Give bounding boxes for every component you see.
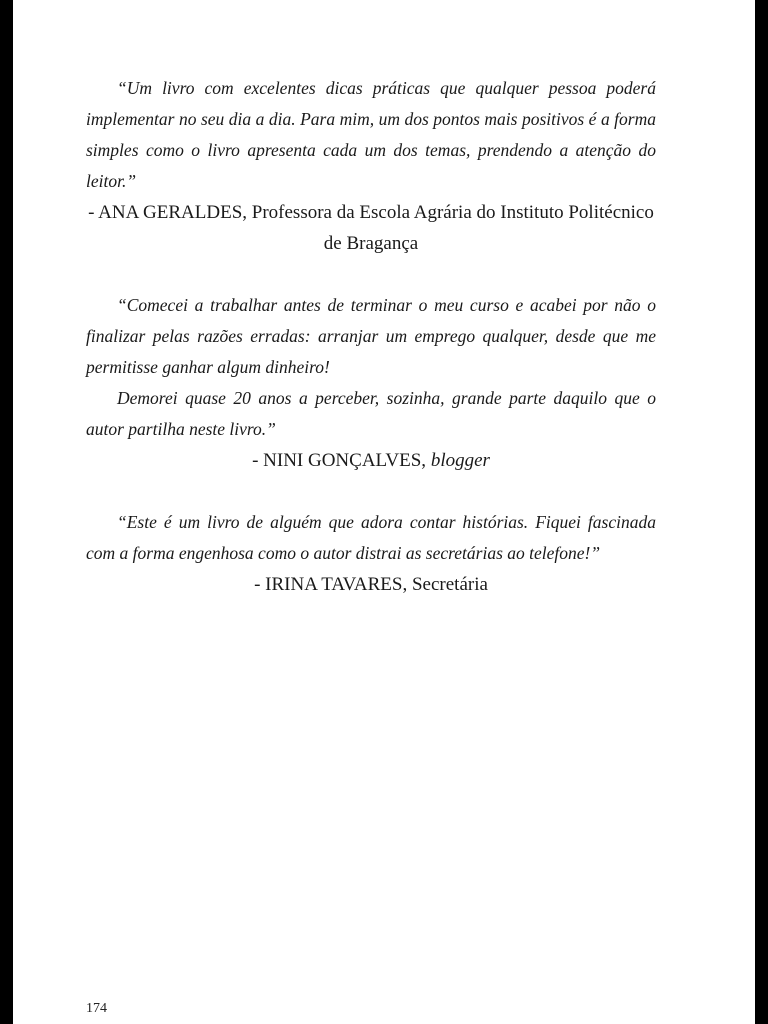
testimonial-ana-geraldes [86, 73, 656, 259]
author-name: - ANA GERALDES, [88, 202, 248, 223]
testimonial-attribution [86, 445, 656, 476]
page-number: 174 [86, 1001, 107, 1016]
testimonial-attribution [86, 569, 656, 600]
testimonial-irina-tavares [86, 507, 656, 600]
testimonial-quote: “Comecei a trabalhar antes de terminar o meu curso e acabei por não o finalizar pelas razões erradas: arranjar um emprego qualquer, desde que me permitisse ganhar algum dinheiro! [86, 295, 656, 377]
author-role: Secretária [411, 574, 488, 595]
testimonial-quote: “Este é um livro de alguém que adora contar histórias. Fiquei fascinada com a forma engenhosa como o autor distrai as secretárias ao telefone!” [86, 512, 656, 563]
section-spacer [86, 476, 656, 507]
testimonial-nini-goncalves [86, 290, 656, 476]
book-page [13, 0, 755, 1024]
testimonials-section [86, 73, 656, 600]
testimonial-quote-continued: Demorei quase 20 anos a perceber, sozinha, grande parte daquilo que o autor partilha neste livro.” [86, 388, 656, 439]
author-name: - IRINA TAVARES, [254, 574, 408, 595]
author-name: - NINI GONÇALVES, [252, 450, 427, 471]
author-role: Professora da Escola Agrária do Instituto Politécnico de Bragança [251, 202, 654, 254]
author-role: blogger [430, 450, 490, 471]
testimonial-attribution [86, 197, 656, 259]
section-spacer [86, 259, 656, 290]
testimonial-quote: “Um livro com excelentes dicas práticas que qualquer pessoa poderá implementar no seu dia a dia. Para mim, um dos pontos mais positivos é a forma simples como o livro apresenta cada um dos temas, prendendo a atenção do leitor.” [86, 78, 656, 191]
